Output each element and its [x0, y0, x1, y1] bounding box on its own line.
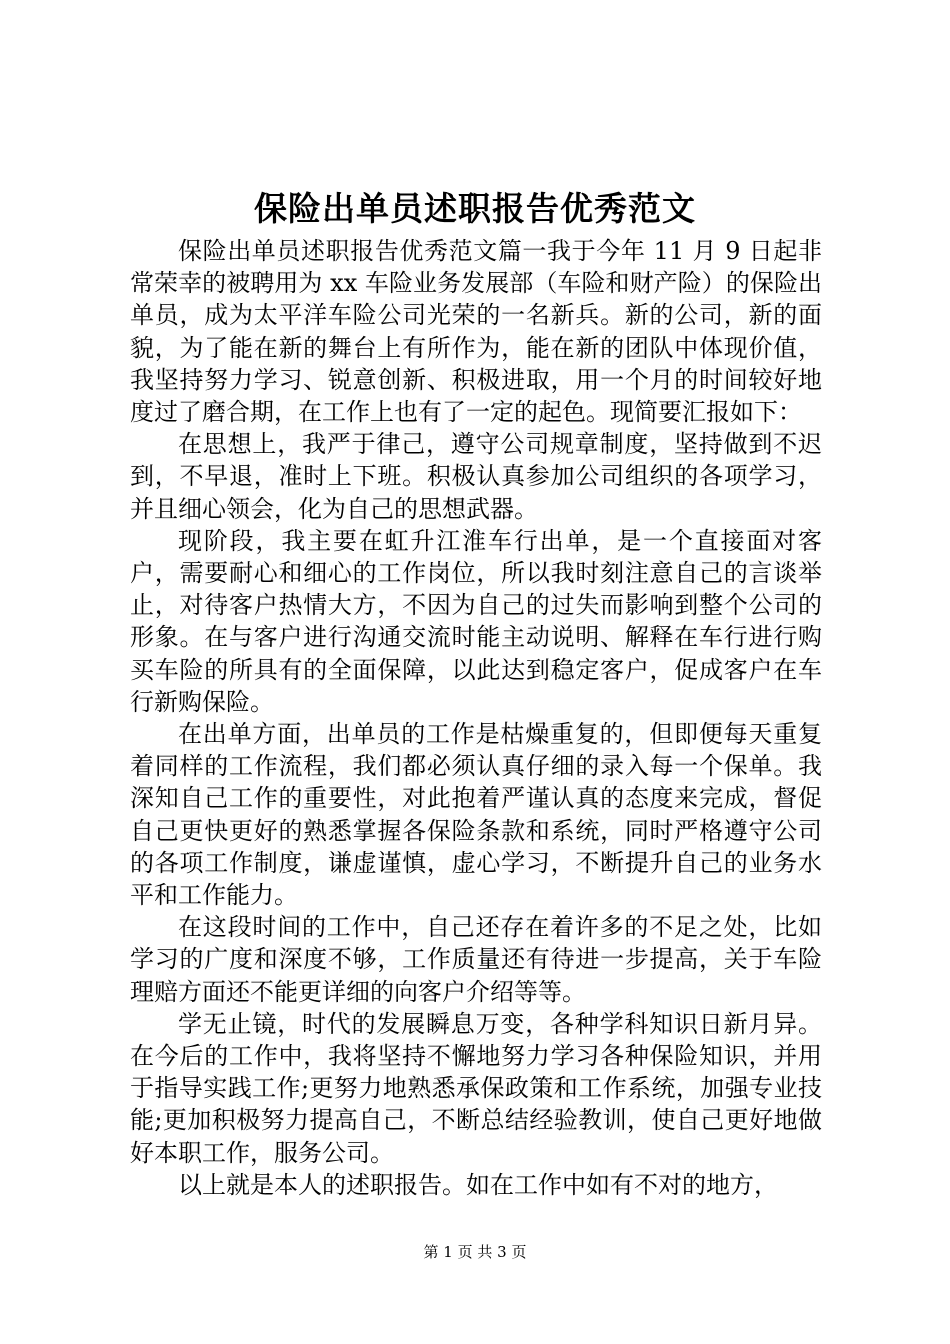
paragraph: 在思想上，我严于律己，遵守公司规章制度，坚持做到不迟到，不早退，准时上下班。积极认真参加公司组织的各项学习，并且细心领会，化为自己的思想武器。: [130, 430, 822, 523]
document-title: 保险出单员述职报告优秀范文: [254, 189, 696, 228]
paragraph: 在出单方面，出单员的工作是枯燥重复的，但即便每天重复着同样的工作流程，我们都必须认真仔细的录入每一个保单。我深知自己工作的重要性，对此抱着严谨认真的态度来完成，督促自己更快更好的熟悉掌握各保险条款和系统，同时严格遵守公司的各项工作制度，谦虚谨慎，虚心学习，不断提升自己的业务水平和工作能力。: [130, 720, 822, 910]
paragraph: 学无止镜，时代的发展瞬息万变，各种学科知识日新月异。在今后的工作中，我将坚持不懈地努力学习各种保险知识，并用于指导实践工作;更努力地熟悉承保政策和工作系统，加强专业技能;更加积极努力提高自己，不断总结经验教训，使自己更好地做好本职工作，服务公司。: [130, 1009, 822, 1167]
paragraph: 以上就是本人的述职报告。如在工作中如有不对的地方，: [178, 1170, 778, 1199]
page-footer: 第 1 页 共 3 页: [423, 1243, 527, 1261]
paragraph: 现阶段，我主要在虹升江淮车行出单，是一个直接面对客户，需要耐心和细心的工作岗位，所以我时刻注意自己的言谈举止，对待客户热情大方，不因为自己的过失而影响到整个公司的形象。在与客户进行沟通交流时能主动说明、解释在车行进行购买车险的所具有的全面保障，以此达到稳定客户，促成客户在车行新购保险。: [130, 526, 822, 716]
document-body: [130, 235, 822, 1201]
paragraph: 保险出单员述职报告优秀范文篇一我于今年 11 月 9 日起非常荣幸的被聘用为 xx 车险业务发展部（车险和财产险）的保险出单员，成为太平洋车险公司光荣的一名新兵。新的公司，新的面貌，为了能在新的舞台上有所作为，能在新的团队中体现价值，我坚持努力学习、锐意创新、积极进取，用一个月的时间较好地度过了磨合期，在工作上也有了一定的起色。现简要汇报如下：: [130, 237, 822, 427]
paragraph: 在这段时间的工作中，自己还存在着许多的不足之处，比如学习的广度和深度不够，工作质量还有待进一步提高，关于车险理赔方面还不能更详细的向客户介绍等等。: [130, 913, 822, 1006]
